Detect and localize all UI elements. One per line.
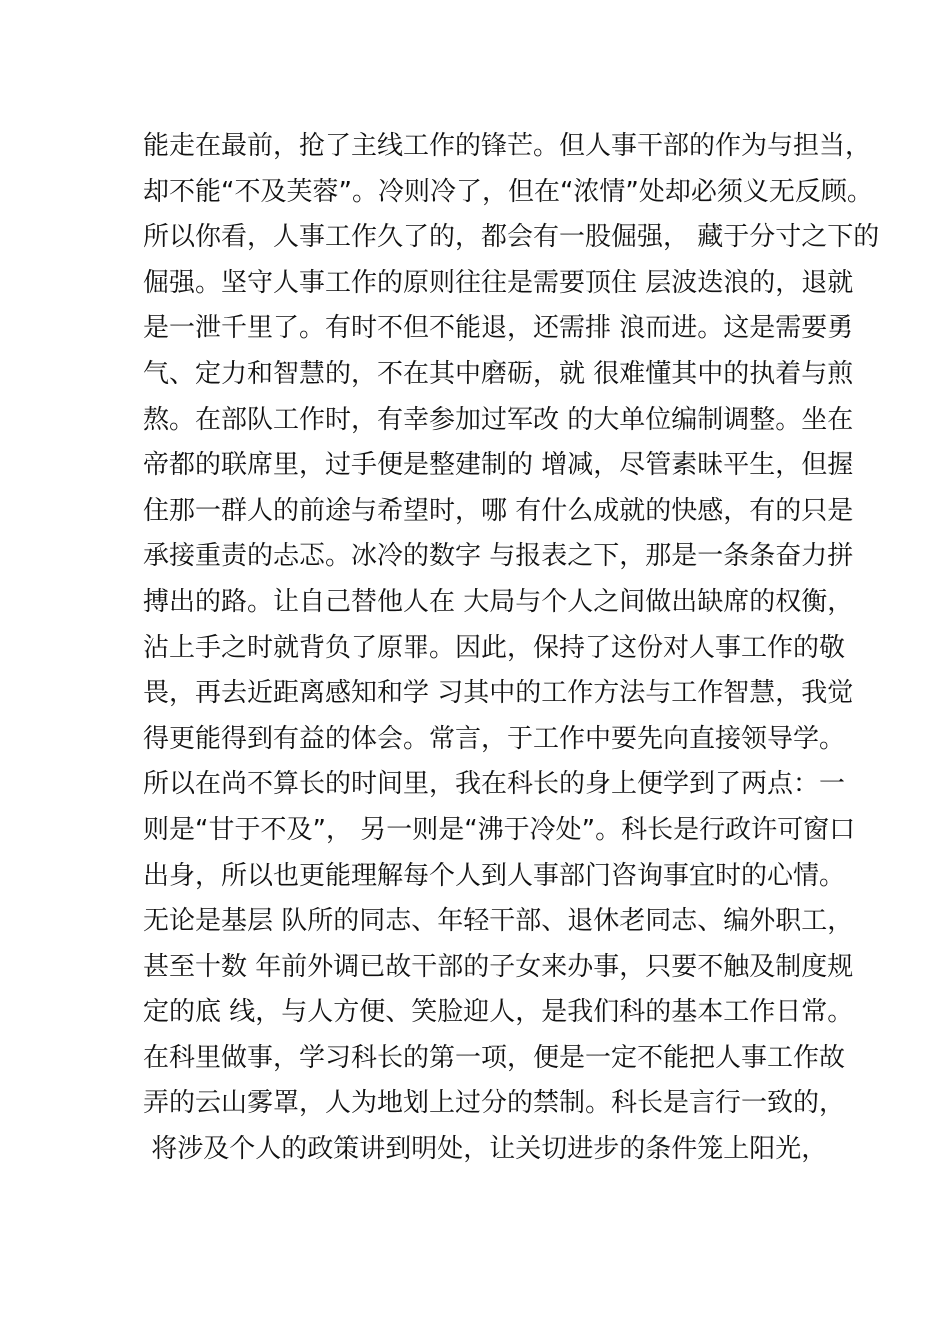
text-line: 所以你看，人事工作久了的，都会有一股倔强， 藏于分寸之下的 [143, 222, 880, 253]
text-line: 能走在最前，抢了主线工作的锋芒。但人事干部的作为与担当， [143, 131, 872, 161]
text-line: 得更能得到有益的体会。常言，于工作中要先向直接领导学。 [143, 723, 846, 754]
text-line: 弄的云山雾罩，人为地划上过分的禁制。科长是言行一致的， [143, 1088, 846, 1119]
text-line: 沾上手之时就背负了原罪。因此，保持了这份对人事工作的敬 [143, 632, 846, 663]
text-line: 承接重责的忐忑。冰冷的数字 与报表之下，那是一条条奋力拼 [143, 541, 854, 572]
text-line: 则是“甘于不及”， 另一则是“沸于冷处”。科长是行政许可窗口 [143, 814, 856, 845]
text-line: 将涉及个人的政策讲到明处，让关切进步的条件笼上阳光， [143, 1134, 828, 1165]
text-line: 搏出的路。让自己替他人在 大局与个人之间做出缺席的权衡， [143, 586, 854, 617]
text-line: 熬。在部队工作时，有幸参加过军改 的大单位编制调整。坐在 [143, 404, 854, 435]
text-line: 甚至十数 年前外调已故干部的子女来办事，只要不触及制度规 [143, 951, 854, 982]
text-line: 气、定力和智慧的，不在其中磨砺，就 很难懂其中的执着与煎 [143, 358, 854, 389]
text-line: 出身，所以也更能理解每个人到人事部门咨询事宜时的心情。 [143, 860, 846, 891]
text-line: 在科里做事，学习科长的第一项，便是一定不能把人事工作故 [143, 1042, 846, 1073]
text-line: 帝都的联席里，过手便是整建制的 增减，尽管素昧平生，但握 [143, 450, 854, 481]
text-line: 是一泄千里了。有时不但不能退，还需排 浪而进。这是需要勇 [143, 313, 854, 344]
text-line: 定的底 线，与人方便、笑脸迎人，是我们科的基本工作日常。 [143, 997, 854, 1028]
text-line: 却不能“不及芙蓉”。冷则冷了，但在“浓情”处却必须义无反顾。 [143, 176, 873, 207]
text-line: 倔强。坚守人事工作的原则往往是需要顶住 层波迭浪的，退就 [143, 267, 854, 298]
body-text [143, 124, 880, 1173]
text-line: 所以在尚不算长的时间里，我在科长的身上便学到了两点：一 [143, 769, 846, 800]
text-line: 畏，再去近距离感知和学 习其中的工作方法与工作智慧，我觉 [143, 678, 854, 709]
text-line: 住那一群人的前途与希望时，哪 有什么成就的快感，有的只是 [143, 495, 854, 526]
text-line: 无论是基层 队所的同志、年轻干部、退休老同志、编外职工， [143, 906, 854, 937]
